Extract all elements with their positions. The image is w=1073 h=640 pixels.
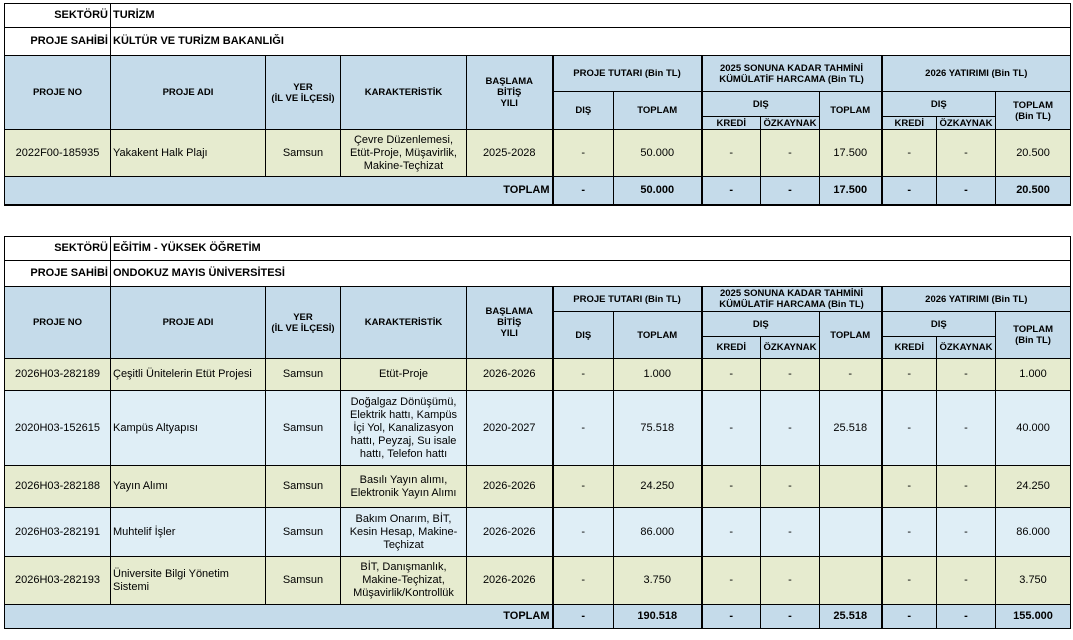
col-header-h-kredi: KREDİ xyxy=(702,337,761,359)
col-header-y-kredi: KREDİ xyxy=(882,117,937,130)
col-header-yer: YER (İL VE İLÇESİ) xyxy=(266,56,341,130)
cell-yer: Samsun xyxy=(266,557,341,605)
total-h-kredi: - xyxy=(702,177,761,205)
cell-y-toplam: 40.000 xyxy=(996,391,1071,466)
total-row xyxy=(5,605,1071,629)
cell-h-kredi: - xyxy=(702,391,761,466)
cell-h-kredi: - xyxy=(702,508,761,557)
cell-karakteristik: Çevre Düzenlemesi, Etüt-Proje, Müşavirlik, Makine-Teçhizat xyxy=(341,130,467,177)
cell-h-toplam xyxy=(820,466,882,508)
cell-proje-no: 2026H03-282191 xyxy=(5,508,111,557)
cell-proje-adi: Üniversite Bilgi Yönetim Sistemi xyxy=(111,557,266,605)
cell-y-toplam: 24.250 xyxy=(996,466,1071,508)
total-row xyxy=(5,177,1071,205)
total-pt-dis: - xyxy=(553,177,614,205)
cell-h-ozkaynak: - xyxy=(761,557,820,605)
col-header-karakteristik: KARAKTERİSTİK xyxy=(341,56,467,130)
cell-karakteristik: Bakım Onarım, BİT, Kesin Hesap, Makine-Teçhizat xyxy=(341,508,467,557)
col-header-h-dis: DIŞ xyxy=(702,312,820,337)
cell-karakteristik: Etüt-Proje xyxy=(341,359,467,391)
cell-y-ozkaynak: - xyxy=(937,508,996,557)
cell-yer: Samsun xyxy=(266,391,341,466)
col-header-proje-adi: PROJE ADI xyxy=(111,56,266,130)
cell-y-kredi: - xyxy=(882,130,937,177)
col-header-yer: YER (İL VE İLÇESİ) xyxy=(266,287,341,359)
cell-y-ozkaynak: - xyxy=(937,130,996,177)
table-row xyxy=(5,130,1071,177)
cell-y-ozkaynak: - xyxy=(937,359,996,391)
col-header-y-toplam: TOPLAM (Bin TL) xyxy=(996,312,1071,359)
cell-y-kredi: - xyxy=(882,391,937,466)
col-header-harcama: 2025 SONUNA KADAR TAHMİNİ KÜMÜLATİF HARCAMA (Bin TL) xyxy=(702,56,882,92)
cell-yil: 2026-2026 xyxy=(467,359,553,391)
cell-h-toplam: - xyxy=(820,359,882,391)
total-pt-dis: - xyxy=(553,605,614,629)
col-header-h-toplam: TOPLAM xyxy=(820,92,882,130)
cell-proje-adi: Yakakent Halk Plajı xyxy=(111,130,266,177)
table-row xyxy=(5,466,1071,508)
cell-pt-toplam: 86.000 xyxy=(614,508,702,557)
section-table-turizm xyxy=(4,3,1071,206)
cell-pt-dis: - xyxy=(553,130,614,177)
cell-yer: Samsun xyxy=(266,359,341,391)
cell-h-toplam: 25.518 xyxy=(820,391,882,466)
total-y-toplam: 155.000 xyxy=(996,605,1071,629)
proje-sahibi-value: ONDOKUZ MAYIS ÜNİVERSİTESİ xyxy=(111,261,1071,287)
table-row xyxy=(5,391,1071,466)
col-header-y-ozkaynak: ÖZKAYNAK xyxy=(937,117,996,130)
cell-h-ozkaynak: - xyxy=(761,508,820,557)
total-h-toplam: 17.500 xyxy=(820,177,882,205)
col-header-proje-adi: PROJE ADI xyxy=(111,287,266,359)
table-row xyxy=(5,359,1071,391)
col-header-pt-toplam: TOPLAM xyxy=(614,92,702,130)
cell-h-ozkaynak: - xyxy=(761,130,820,177)
cell-pt-dis: - xyxy=(553,391,614,466)
col-header-karakteristik: KARAKTERİSTİK xyxy=(341,287,467,359)
cell-proje-no: 2022F00-185935 xyxy=(5,130,111,177)
cell-h-toplam: 17.500 xyxy=(820,130,882,177)
cell-karakteristik: Basılı Yayın alımı, Elektronik Yayın Alımı xyxy=(341,466,467,508)
cell-yer: Samsun xyxy=(266,130,341,177)
section-table-egitim xyxy=(4,236,1071,629)
col-header-h-kredi: KREDİ xyxy=(702,117,761,130)
cell-pt-toplam: 1.000 xyxy=(614,359,702,391)
cell-pt-dis: - xyxy=(553,359,614,391)
cell-h-kredi: - xyxy=(702,359,761,391)
col-header-pt-dis: DIŞ xyxy=(553,312,614,359)
total-y-kredi: - xyxy=(882,605,937,629)
col-header-y-kredi: KREDİ xyxy=(882,337,937,359)
total-h-ozkaynak: - xyxy=(761,177,820,205)
cell-h-kredi: - xyxy=(702,557,761,605)
total-y-ozkaynak: - xyxy=(937,605,996,629)
sektor-value: EĞİTİM - YÜKSEK ÖĞRETİM xyxy=(111,237,1071,261)
cell-pt-toplam: 50.000 xyxy=(614,130,702,177)
cell-y-toplam: 1.000 xyxy=(996,359,1071,391)
cell-pt-dis: - xyxy=(553,508,614,557)
col-header-baslama: BAŞLAMA BİTİŞ YILI xyxy=(467,287,553,359)
col-header-baslama: BAŞLAMA BİTİŞ YILI xyxy=(467,56,553,130)
col-header-h-ozkaynak: ÖZKAYNAK xyxy=(761,117,820,130)
col-header-harcama: 2025 SONUNA KADAR TAHMİNİ KÜMÜLATİF HARCAMA (Bin TL) xyxy=(702,287,882,312)
total-h-kredi: - xyxy=(702,605,761,629)
cell-h-ozkaynak: - xyxy=(761,391,820,466)
cell-yil: 2025-2028 xyxy=(467,130,553,177)
cell-h-ozkaynak: - xyxy=(761,359,820,391)
cell-h-kredi: - xyxy=(702,130,761,177)
col-header-proje-tutari: PROJE TUTARI (Bin TL) xyxy=(553,287,702,312)
col-header-proje-tutari: PROJE TUTARI (Bin TL) xyxy=(553,56,702,92)
total-label: TOPLAM xyxy=(5,177,553,205)
col-header-pt-toplam: TOPLAM xyxy=(614,312,702,359)
cell-pt-toplam: 75.518 xyxy=(614,391,702,466)
cell-y-ozkaynak: - xyxy=(937,557,996,605)
col-header-pt-dis: DIŞ xyxy=(553,92,614,130)
col-header-yatirim: 2026 YATIRIMI (Bin TL) xyxy=(882,287,1071,312)
cell-y-toplam: 3.750 xyxy=(996,557,1071,605)
cell-y-kredi: - xyxy=(882,557,937,605)
cell-yil: 2026-2026 xyxy=(467,557,553,605)
col-header-y-dis: DIŞ xyxy=(882,92,996,117)
cell-proje-no: 2020H03-152615 xyxy=(5,391,111,466)
cell-proje-no: 2026H03-282188 xyxy=(5,466,111,508)
cell-proje-adi: Kampüs Altyapısı xyxy=(111,391,266,466)
cell-y-kredi: - xyxy=(882,466,937,508)
cell-yer: Samsun xyxy=(266,508,341,557)
cell-proje-adi: Muhtelif İşler xyxy=(111,508,266,557)
cell-y-kredi: - xyxy=(882,359,937,391)
cell-h-ozkaynak: - xyxy=(761,466,820,508)
total-pt-toplam: 50.000 xyxy=(614,177,702,205)
cell-yer: Samsun xyxy=(266,466,341,508)
sektor-value: TURİZM xyxy=(111,4,1071,28)
col-header-y-ozkaynak: ÖZKAYNAK xyxy=(937,337,996,359)
total-pt-toplam: 190.518 xyxy=(614,605,702,629)
total-h-ozkaynak: - xyxy=(761,605,820,629)
col-header-y-toplam: TOPLAM (Bin TL) xyxy=(996,92,1071,130)
proje-sahibi-label: PROJE SAHİBİ xyxy=(5,28,111,56)
total-y-kredi: - xyxy=(882,177,937,205)
cell-pt-toplam: 3.750 xyxy=(614,557,702,605)
cell-pt-toplam: 24.250 xyxy=(614,466,702,508)
total-label: TOPLAM xyxy=(5,605,553,629)
col-header-h-ozkaynak: ÖZKAYNAK xyxy=(761,337,820,359)
cell-yil: 2026-2026 xyxy=(467,508,553,557)
cell-proje-no: 2026H03-282193 xyxy=(5,557,111,605)
cell-h-toplam xyxy=(820,508,882,557)
sektor-label: SEKTÖRÜ xyxy=(5,237,111,261)
proje-sahibi-label: PROJE SAHİBİ xyxy=(5,261,111,287)
cell-proje-adi: Çeşitli Ünitelerin Etüt Projesi xyxy=(111,359,266,391)
col-header-y-dis: DIŞ xyxy=(882,312,996,337)
cell-y-kredi: - xyxy=(882,508,937,557)
cell-karakteristik: BİT, Danışmanlık, Makine-Teçhizat, Müşavirlik/Kontrollük xyxy=(341,557,467,605)
cell-pt-dis: - xyxy=(553,466,614,508)
total-h-toplam: 25.518 xyxy=(820,605,882,629)
col-header-proje-no: PROJE NO xyxy=(5,287,111,359)
cell-y-toplam: 86.000 xyxy=(996,508,1071,557)
col-header-h-dis: DIŞ xyxy=(702,92,820,117)
cell-y-ozkaynak: - xyxy=(937,466,996,508)
cell-h-kredi: - xyxy=(702,466,761,508)
total-y-toplam: 20.500 xyxy=(996,177,1071,205)
table-row xyxy=(5,508,1071,557)
cell-yil: 2026-2026 xyxy=(467,466,553,508)
cell-yil: 2020-2027 xyxy=(467,391,553,466)
table-row xyxy=(5,557,1071,605)
cell-h-toplam xyxy=(820,557,882,605)
col-header-proje-no: PROJE NO xyxy=(5,56,111,130)
proje-sahibi-value: KÜLTÜR VE TURİZM BAKANLIĞI xyxy=(111,28,1071,56)
cell-y-ozkaynak: - xyxy=(937,391,996,466)
cell-y-toplam: 20.500 xyxy=(996,130,1071,177)
cell-pt-dis: - xyxy=(553,557,614,605)
col-header-yatirim: 2026 YATIRIMI (Bin TL) xyxy=(882,56,1071,92)
cell-proje-no: 2026H03-282189 xyxy=(5,359,111,391)
sektor-label: SEKTÖRÜ xyxy=(5,4,111,28)
col-header-h-toplam: TOPLAM xyxy=(820,312,882,359)
cell-proje-adi: Yayın Alımı xyxy=(111,466,266,508)
cell-karakteristik: Doğalgaz Dönüşümü, Elektrik hattı, Kampüs İçi Yol, Kanalizasyon hattı, Peyzaj, Su isale hattı, Telefon hattı xyxy=(341,391,467,466)
total-y-ozkaynak: - xyxy=(937,177,996,205)
